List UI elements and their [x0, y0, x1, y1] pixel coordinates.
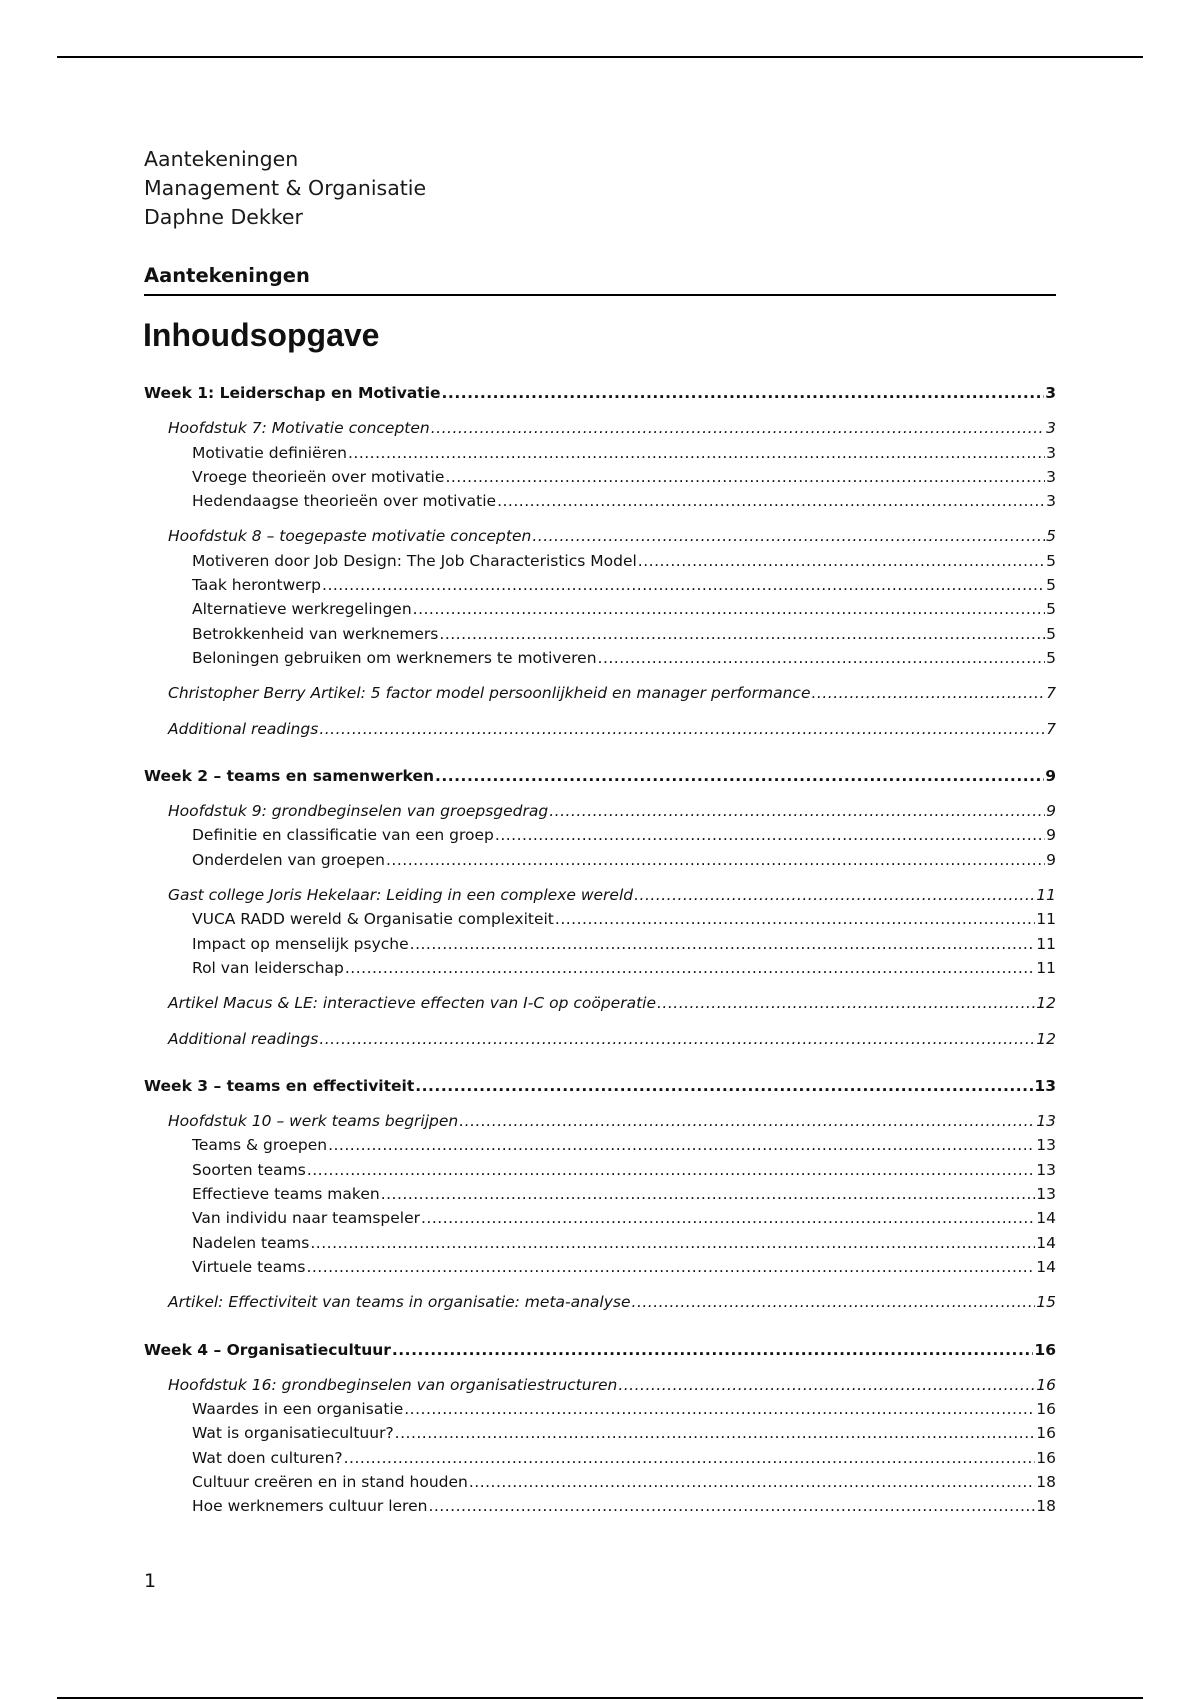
- toc-dot-leader: [306, 1255, 1035, 1279]
- toc-dot-leader: [497, 489, 1045, 513]
- toc-entry-level-3[interactable]: [144, 907, 1056, 931]
- toc-entry-title: Christopher Berry Artikel: 5 factor model persoonlijkheid en manager performance: [168, 684, 811, 703]
- toc-entry-page: 3: [1045, 384, 1056, 402]
- toc-entry-page: 14: [1036, 1209, 1056, 1228]
- toc-dot-leader: [386, 848, 1045, 872]
- toc-entry-page: 15: [1036, 1293, 1056, 1312]
- toc-entry-title: Additional readings: [168, 719, 319, 738]
- toc-entry-level-3[interactable]: [144, 1206, 1056, 1230]
- toc-entry-title: Hoofdstuk 16: grondbeginselen van organisatiestructuren: [168, 1375, 618, 1394]
- toc-entry-page: 13: [1036, 1160, 1056, 1179]
- toc-dot-leader: [445, 465, 1045, 489]
- toc-entry-title: Artikel Macus & LE: interactieve effecten van I-C op coöperatie: [168, 994, 656, 1013]
- toc-entry-page: 16: [1036, 1424, 1056, 1443]
- toc-entry-title: Hoofdstuk 9: grondbeginselen van groepsgedrag: [168, 802, 549, 821]
- toc-entry-title: Teams & groepen: [192, 1136, 328, 1155]
- toc-entry-page: 9: [1046, 802, 1056, 821]
- toc-dot-leader: [404, 1397, 1035, 1421]
- toc-entry-level-1[interactable]: [144, 1074, 1056, 1098]
- toc-entry-level-1[interactable]: [144, 1338, 1056, 1362]
- toc-dot-leader: [618, 1373, 1035, 1397]
- toc-entry-page: 16: [1034, 1340, 1056, 1359]
- toc-entry-level-2[interactable]: [144, 524, 1056, 548]
- toc-entry-title: Wat doen culturen?: [192, 1448, 343, 1467]
- toc-entry-level-3[interactable]: [144, 932, 1056, 956]
- table-of-contents: [144, 381, 1056, 1519]
- toc-entry-page: 13: [1034, 1076, 1056, 1095]
- toc-dot-leader: [319, 1027, 1035, 1051]
- toc-dot-leader: [410, 932, 1036, 956]
- toc-entry-page: 3: [1046, 419, 1056, 438]
- toc-dot-leader: [395, 1421, 1036, 1445]
- toc-dot-leader: [413, 597, 1045, 621]
- toc-entry-title: Artikel: Effectiviteit van teams in organisatie: meta-analyse: [168, 1293, 631, 1312]
- toc-dot-leader: [495, 823, 1045, 847]
- toc-entry-page: 12: [1036, 994, 1056, 1013]
- toc-entry-page: 11: [1036, 958, 1056, 977]
- toc-title: Inhoudsopgave: [143, 317, 380, 353]
- toc-entry-page: 7: [1046, 684, 1056, 703]
- toc-dot-leader: [345, 956, 1035, 980]
- toc-entry-level-3[interactable]: [144, 1397, 1056, 1421]
- toc-entry-title: Hedendaagse theorieën over motivatie: [192, 492, 497, 511]
- toc-entry-page: 5: [1046, 600, 1056, 619]
- toc-entry-page: 13: [1036, 1136, 1056, 1155]
- toc-entry-level-3[interactable]: [144, 1494, 1056, 1518]
- toc-entry-level-3[interactable]: [144, 1182, 1056, 1206]
- toc-entry-title: Impact op menselijk psyche: [192, 934, 409, 953]
- toc-entry-level-2[interactable]: [144, 991, 1056, 1015]
- toc-entry-title: Week 2 – teams en samenwerken: [144, 766, 434, 785]
- toc-entry-level-3[interactable]: [144, 646, 1056, 670]
- toc-entry-level-3[interactable]: [144, 549, 1056, 573]
- toc-entry-level-2[interactable]: [144, 416, 1056, 440]
- toc-entry-title: Effectieve teams maken: [192, 1185, 380, 1204]
- toc-entry-title: Hoofdstuk 10 – werk teams begrijpen: [168, 1112, 459, 1131]
- toc-entry-title: Beloningen gebruiken om werknemers te motiveren: [192, 648, 597, 667]
- toc-dot-leader: [431, 416, 1045, 440]
- toc-entry-level-2[interactable]: [144, 1290, 1056, 1314]
- toc-entry-page: 9: [1046, 826, 1056, 845]
- toc-entry-title: Wat is organisatiecultuur?: [192, 1424, 394, 1443]
- toc-entry-level-3[interactable]: [144, 1231, 1056, 1255]
- toc-entry-page: 13: [1036, 1112, 1056, 1131]
- toc-dot-leader: [439, 622, 1045, 646]
- toc-entry-level-3[interactable]: [144, 622, 1056, 646]
- toc-entry-title: VUCA RADD wereld & Organisatie complexiteit: [192, 910, 554, 929]
- toc-entry-page: 12: [1036, 1029, 1056, 1048]
- toc-entry-page: 16: [1036, 1375, 1056, 1394]
- toc-entry-level-2[interactable]: [144, 1109, 1056, 1133]
- header-line-1: Aantekeningen: [144, 147, 299, 171]
- toc-entry-level-1[interactable]: [144, 764, 1056, 788]
- toc-entry-title: Virtuele teams: [192, 1257, 306, 1276]
- toc-entry-page: 18: [1036, 1497, 1056, 1516]
- toc-entry-level-2[interactable]: [144, 1027, 1056, 1051]
- toc-entry-page: 13: [1036, 1185, 1056, 1204]
- toc-entry-level-3[interactable]: [144, 573, 1056, 597]
- toc-dot-leader: [328, 1133, 1035, 1157]
- toc-entry-page: 18: [1036, 1472, 1056, 1491]
- toc-entry-page: 11: [1036, 910, 1056, 929]
- toc-entry-level-3[interactable]: [144, 1446, 1056, 1470]
- toc-entry-title: Gast college Joris Hekelaar: Leiding in een complexe wereld: [168, 886, 634, 905]
- toc-entry-level-2[interactable]: [144, 717, 1056, 741]
- toc-dot-leader: [555, 907, 1035, 931]
- toc-dot-leader: [428, 1494, 1035, 1518]
- toc-dot-leader: [348, 441, 1045, 465]
- toc-entry-level-2[interactable]: [144, 799, 1056, 823]
- toc-dot-leader: [532, 524, 1045, 548]
- toc-dot-leader: [307, 1158, 1035, 1182]
- toc-entry-title: Alternatieve werkregelingen: [192, 600, 412, 619]
- footer-rule: [57, 1697, 1143, 1699]
- toc-dot-leader: [811, 681, 1045, 705]
- page-number: 1: [144, 1570, 157, 1592]
- toc-entry-title: Betrokkenheid van werknemers: [192, 624, 439, 643]
- header-rule: [57, 56, 1143, 58]
- toc-entry-level-3[interactable]: [144, 441, 1056, 465]
- toc-entry-level-1[interactable]: [144, 381, 1056, 405]
- toc-entry-title: Hoe werknemers cultuur leren: [192, 1497, 428, 1516]
- toc-entry-level-2[interactable]: [144, 1373, 1056, 1397]
- toc-entry-page: 5: [1046, 624, 1056, 643]
- toc-entry-page: 11: [1036, 886, 1056, 905]
- toc-dot-leader: [638, 549, 1045, 573]
- toc-entry-page: 9: [1046, 850, 1056, 869]
- toc-entry-title: Rol van leiderschap: [192, 958, 344, 977]
- toc-dot-leader: [549, 799, 1045, 823]
- toc-entry-page: 3: [1046, 492, 1056, 511]
- toc-entry-title: Motivatie definiëren: [192, 443, 347, 462]
- toc-entry-page: 5: [1046, 527, 1056, 546]
- toc-dot-leader: [469, 1470, 1035, 1494]
- toc-dot-leader: [632, 1290, 1036, 1314]
- toc-entry-title: Motiveren door Job Design: The Job Characteristics Model: [192, 551, 637, 570]
- toc-entry-title: Definitie en classificatie van een groep: [192, 826, 494, 845]
- toc-entry-page: 14: [1036, 1257, 1056, 1276]
- toc-entry-title: Onderdelen van groepen: [192, 850, 385, 869]
- toc-dot-leader: [634, 883, 1035, 907]
- toc-entry-title: Hoofdstuk 7: Motivatie concepten: [168, 419, 430, 438]
- toc-dot-leader: [322, 573, 1045, 597]
- toc-entry-page: 3: [1046, 443, 1056, 462]
- toc-entry-page: 14: [1036, 1233, 1056, 1252]
- toc-entry-title: Taak herontwerp: [192, 576, 322, 595]
- toc-entry-title: Week 1: Leiderschap en Motivatie: [144, 384, 441, 402]
- toc-entry-level-3[interactable]: [144, 848, 1056, 872]
- toc-entry-level-3[interactable]: [144, 1421, 1056, 1445]
- toc-entry-level-3[interactable]: [144, 465, 1056, 489]
- toc-entry-title: Week 4 – Organisatiecultuur: [144, 1340, 391, 1359]
- toc-dot-leader: [310, 1231, 1035, 1255]
- toc-dot-leader: [381, 1182, 1036, 1206]
- toc-entry-level-2[interactable]: [144, 681, 1056, 705]
- toc-entry-title: Hoofdstuk 8 – toegepaste motivatie concepten: [168, 527, 532, 546]
- section-label: Aantekeningen: [144, 264, 1056, 296]
- toc-entry-level-2[interactable]: [144, 883, 1056, 907]
- toc-entry-page: 16: [1036, 1400, 1056, 1419]
- toc-entry-level-3[interactable]: [144, 1133, 1056, 1157]
- toc-entry-page: 5: [1046, 576, 1056, 595]
- toc-dot-leader: [344, 1446, 1036, 1470]
- toc-entry-title: Vroege theorieën over motivatie: [192, 467, 445, 486]
- toc-entry-title: Week 3 – teams en effectiviteit: [144, 1076, 415, 1095]
- toc-dot-leader: [415, 1074, 1033, 1098]
- toc-entry-title: Nadelen teams: [192, 1233, 310, 1252]
- toc-dot-leader: [319, 717, 1045, 741]
- toc-entry-level-3[interactable]: [144, 489, 1056, 513]
- toc-dot-leader: [421, 1206, 1035, 1230]
- toc-dot-leader: [657, 991, 1035, 1015]
- toc-entry-level-3[interactable]: [144, 823, 1056, 847]
- toc-entry-level-3[interactable]: [144, 1255, 1056, 1279]
- toc-entry-page: 7: [1046, 719, 1056, 738]
- toc-entry-page: 3: [1046, 467, 1056, 486]
- toc-dot-leader: [435, 764, 1044, 788]
- toc-entry-page: 5: [1046, 551, 1056, 570]
- toc-entry-level-3[interactable]: [144, 597, 1056, 621]
- toc-entry-page: 9: [1045, 766, 1056, 785]
- toc-entry-title: Waardes in een organisatie: [192, 1400, 404, 1419]
- header-line-2: Management & Organisatie: [144, 176, 427, 200]
- toc-entry-title: Additional readings: [168, 1029, 319, 1048]
- toc-entry-page: 16: [1036, 1448, 1056, 1467]
- document-header: [144, 145, 426, 232]
- toc-dot-leader: [598, 646, 1046, 670]
- toc-entry-title: Soorten teams: [192, 1160, 306, 1179]
- toc-entry-level-3[interactable]: [144, 1470, 1056, 1494]
- toc-entry-level-3[interactable]: [144, 956, 1056, 980]
- toc-dot-leader: [442, 381, 1045, 405]
- toc-entry-page: 5: [1046, 648, 1056, 667]
- toc-dot-leader: [392, 1338, 1034, 1362]
- header-line-3: Daphne Dekker: [144, 205, 303, 229]
- toc-entry-title: Van individu naar teamspeler: [192, 1209, 420, 1228]
- toc-entry-title: Cultuur creëren en in stand houden: [192, 1472, 468, 1491]
- toc-entry-level-3[interactable]: [144, 1158, 1056, 1182]
- toc-entry-page: 11: [1036, 934, 1056, 953]
- toc-dot-leader: [459, 1109, 1035, 1133]
